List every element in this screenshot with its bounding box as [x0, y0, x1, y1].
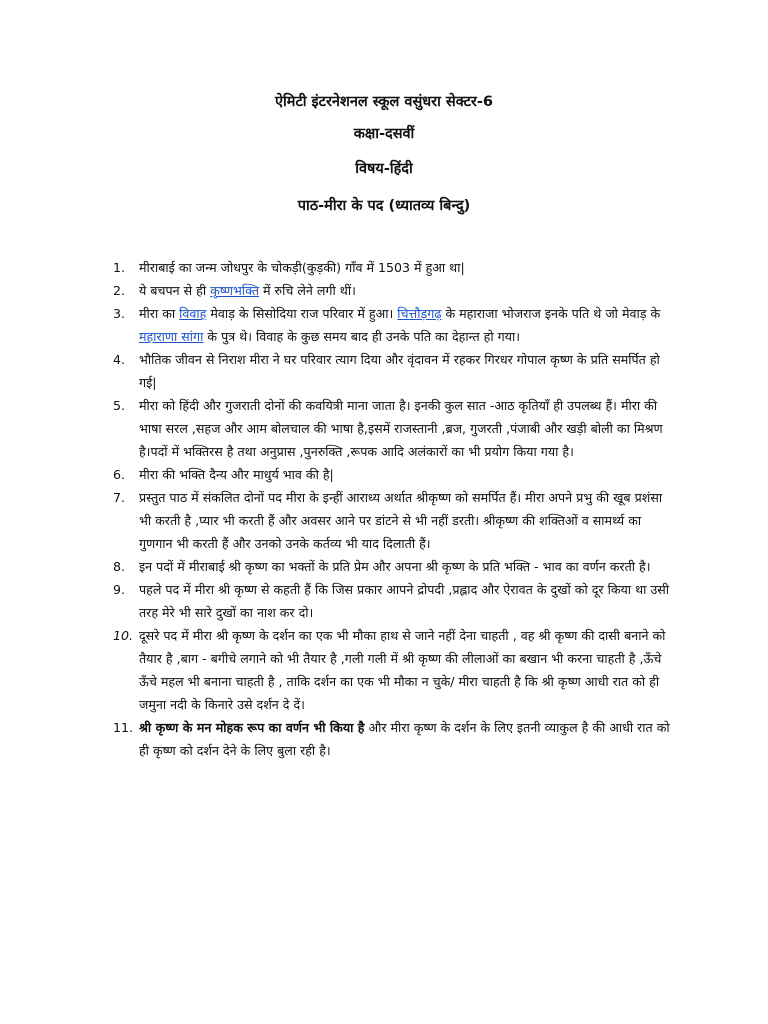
list-item: [113, 302, 673, 348]
list-item-number: 11.: [113, 720, 134, 735]
list-item-number: 8.: [113, 559, 126, 574]
list-item-number: 10.: [113, 628, 134, 643]
list-item-text: और मीरा कृष्ण के दर्शन के लिए इतनी व्याकुल है की आधी रात को ही कृष्ण को दर्शन देने के लिए बुला रही है।: [139, 720, 670, 758]
list-item-number: 1.: [113, 260, 126, 275]
list-item-number: 7.: [113, 490, 126, 505]
list-item-number: 9.: [113, 582, 126, 597]
list-item: [113, 348, 673, 394]
list-item-text: मीराबाई का जन्म जोधपुर के चोकड़ी(कुड़की) गाँव में 1503 में हुआ था|: [139, 260, 465, 275]
list-item: [113, 256, 673, 279]
list-item-text: इन पदों में मीराबाई श्री कृष्ण का भक्तों के प्रति प्रेम और अपना श्री कृष्ण के प्रति भक्ति - भाव का वर्णन करती है।: [139, 559, 651, 574]
list-item: [113, 555, 673, 578]
school-title: ऐमिटी इंटरनेशनल स्कूल वसुंधरा सेक्टर-6: [275, 94, 493, 110]
list-item-text: मेवाड़ के सिसोदिया राज परिवार में हुआ।: [206, 306, 398, 321]
list-item-number: 4.: [113, 352, 126, 367]
list-item-number: 2.: [113, 283, 126, 298]
hyperlink[interactable]: विवाह: [179, 306, 207, 321]
list-item-text: ये बचपन से ही: [139, 283, 211, 298]
hyperlink[interactable]: चित्तौड़गढ़: [397, 306, 442, 321]
list-item-text: दूसरे पद में मीरा श्री कृष्ण के दर्शन का एक भी मौका हाथ से जाने नहीं देना चाहती , वह श्री कृष्ण की दासी बनाने को तैयार है ,बाग - बगीचे लगाने को भी तैयार है ,गली गली में श्री कृष्ण की लीलाओं का बखान भी करना चाहती है ,ऊँचे ऊँचे महल भी बनाना चाहती है , ताकि दर्शन का एक भी मौका न चुके/ मीरा चाहती है कि श्री कृष्ण आधी रात को ही जमुना नदी के किनारे उसे दर्शन दे दें।: [139, 628, 666, 712]
list-item-text: के पुत्र थे। विवाह के कुछ समय बाद ही उनके पति का देहान्त हो गया।: [203, 329, 521, 344]
list-item-text: मीरा की भक्ति दैन्य और माधुर्य भाव की है|: [139, 467, 334, 482]
subject-title: विषय-हिंदी: [355, 161, 413, 177]
list-item: [113, 716, 673, 762]
class-title: कक्षा-दसवीं: [353, 126, 415, 142]
list-item: [113, 463, 673, 486]
list-item-number: 5.: [113, 398, 126, 413]
list-item: [113, 394, 673, 463]
list-item-text: में रुचि लेने लगी थीं।: [259, 283, 356, 298]
bold-text: श्री कृष्ण के मन मोहक रूप का वर्णन भी किया है: [139, 720, 365, 735]
list-item-text: पहले पद में मीरा श्री कृष्ण से कहती हैं कि जिस प्रकार आपने द्रोपदी ,प्रह्लाद और ऐरावत के दुखों को दूर किया था उसी तरह मेरे भी सारे दुखों का नाश कर दो।: [139, 582, 670, 620]
list-item: [113, 624, 673, 716]
list-item-number: 6.: [113, 467, 126, 482]
list-item-text: मीरा को हिंदी और गुजराती दोनों की कवयित्री माना जाता है। इनकी कुल सात -आठ कृतियाँ ही उपलब्ध हैं। मीरा की भाषा सरल ,सहज और आम बोलचाल की भाषा है,इसमें राजस्तानी ,ब्रज, गुजरती ,पंजाबी और खड़ी बोली का मिश्रण है।पदों में भक्तिरस है तथा अनुप्रास ,पुनरुक्ति ,रूपक आदि अलंकारों का भी प्रयोग किया गया है।: [139, 398, 663, 459]
list-item-text: भौतिक जीवन से निराश मीरा ने घर परिवार त्याग दिया और वृंदावन में रहकर गिरधर गोपाल कृष्ण के प्रति समर्पित हो गई|: [139, 352, 660, 390]
lesson-title: पाठ-मीरा के पद (ध्यातव्य बिन्दु): [297, 198, 471, 214]
list-item: [113, 578, 673, 624]
list-item-number: 3.: [113, 306, 126, 321]
list-item-text: प्रस्तुत पाठ में संकलित दोनों पद मीरा के इन्हीं आराध्य अर्थात श्रीकृष्ण को समर्पित हैं। मीरा अपने प्रभु की खूब प्रशंसा भी करती है ,प्यार भी करती हैं और अवसर आने पर डांटने से भी नहीं डरती। श्रीकृष्ण की शक्तिओं व सामर्थ्य का गुणगान भी करती हैं और उनको उनके कर्तव्य भी याद दिलाती हैं।: [139, 490, 663, 551]
hyperlink[interactable]: कृष्णभक्ति: [210, 283, 260, 298]
list-item-text: मीरा का: [139, 306, 180, 321]
list-item: [113, 279, 673, 302]
points-list: [113, 256, 673, 762]
list-item: [113, 486, 673, 555]
hyperlink[interactable]: महाराणा सांगा: [139, 329, 204, 344]
list-item-text: के महाराजा भोजराज इनके पति थे जो मेवाड़ के: [441, 306, 661, 321]
